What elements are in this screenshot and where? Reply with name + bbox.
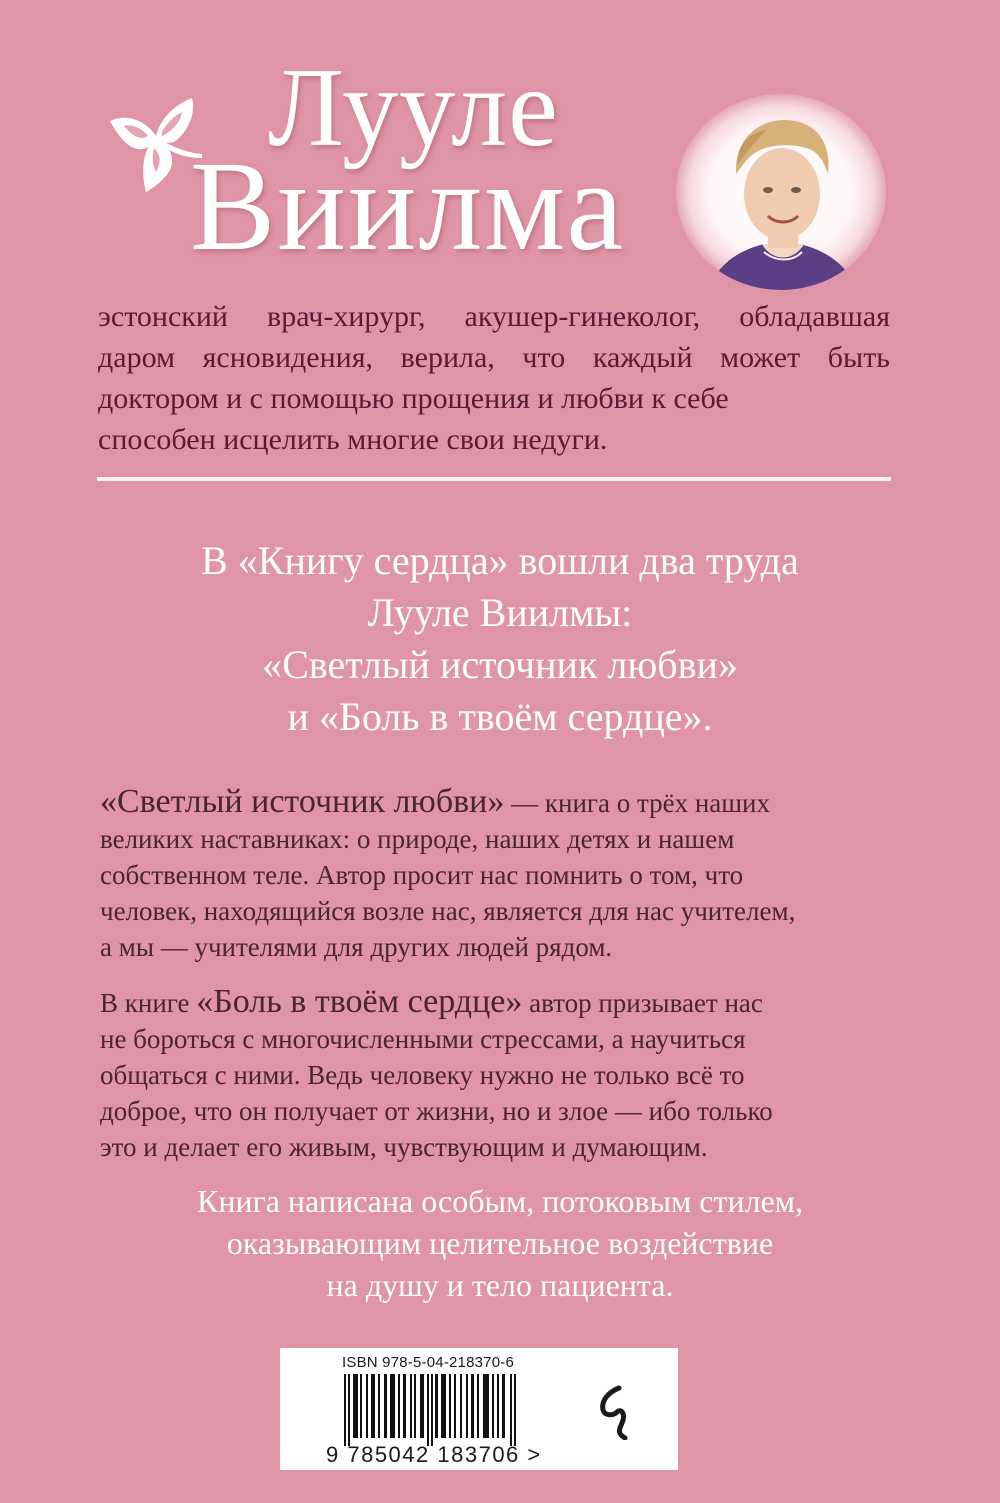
heading-line: В «Книгу сердца» вошли два труда <box>201 538 799 583</box>
author-portrait <box>676 94 886 290</box>
author-first-name: Лууле <box>268 46 559 170</box>
para-line: а мы — учителями для других людей рядом. <box>100 932 613 962</box>
description-pain-in-heart <box>100 984 900 1165</box>
bio-line: доктором и с помощью прощения и любви к себе <box>98 382 729 415</box>
book-title-pain-in-heart: «Боль в твоём сердце» <box>196 983 523 1020</box>
eksmo-logo-icon <box>595 1384 631 1440</box>
para-line <box>100 984 900 1021</box>
divider <box>97 477 891 481</box>
para-line: это и делает его живым, чувствующим и думающим. <box>100 1132 708 1162</box>
para-text: автор призывает нас <box>522 988 763 1018</box>
contents-heading <box>80 535 920 743</box>
book-title-light-source: «Светлый источник любви» <box>100 783 505 820</box>
bio-line: эстонский врач-хирург, акушер-гинеколог, обладавшая <box>98 300 890 333</box>
para-text: — книга о трёх наших <box>504 788 771 818</box>
para-line: доброе, что он получает от жизни, но и злое — ибо только <box>100 1096 773 1126</box>
closing-line: оказывающим целительное воздействие <box>226 1225 774 1261</box>
heading-line: «Светлый источник любви» <box>262 642 738 687</box>
para-line: человек, находящийся возле нас, является для нас учителем, <box>100 896 796 926</box>
barcode-icon <box>344 1374 518 1446</box>
author-bio <box>98 296 890 460</box>
author-last-name: Виилма <box>190 135 626 277</box>
para-line: не бороться с многочисленными стрессами, а научиться <box>100 1024 746 1054</box>
closing-statement <box>100 1180 900 1306</box>
para-line: общаться с ними. Ведь человеку нужно не только всё то <box>100 1060 745 1090</box>
barcode-panel <box>280 1348 678 1470</box>
para-line: собственном теле. Автор просит нас помнить о том, что <box>100 860 744 890</box>
bio-line: даром ясновидения, верила, что каждый может быть <box>98 341 890 374</box>
para-line: великих наставниках: о природе, наших детях и нашем <box>100 824 735 854</box>
para-text: В книге <box>100 988 197 1018</box>
isbn-label: ISBN 978-5-04-218370-6 <box>342 1354 515 1371</box>
heading-line: Лууле Виилмы: <box>367 590 633 635</box>
bio-line: способен исцелить многие свои недуги. <box>98 423 608 456</box>
description-light-source <box>100 784 900 965</box>
portrait-illustration <box>676 94 886 290</box>
butterfly-icon <box>104 96 204 196</box>
closing-line: на душу и тело пациента. <box>326 1267 674 1303</box>
heading-line: и «Боль в твоём сердце». <box>287 694 713 739</box>
para-line <box>100 784 900 821</box>
closing-line: Книга написана особым, потоковым стилем, <box>196 1183 803 1219</box>
barcode-digits: 9 785042 183706 > <box>326 1442 542 1467</box>
